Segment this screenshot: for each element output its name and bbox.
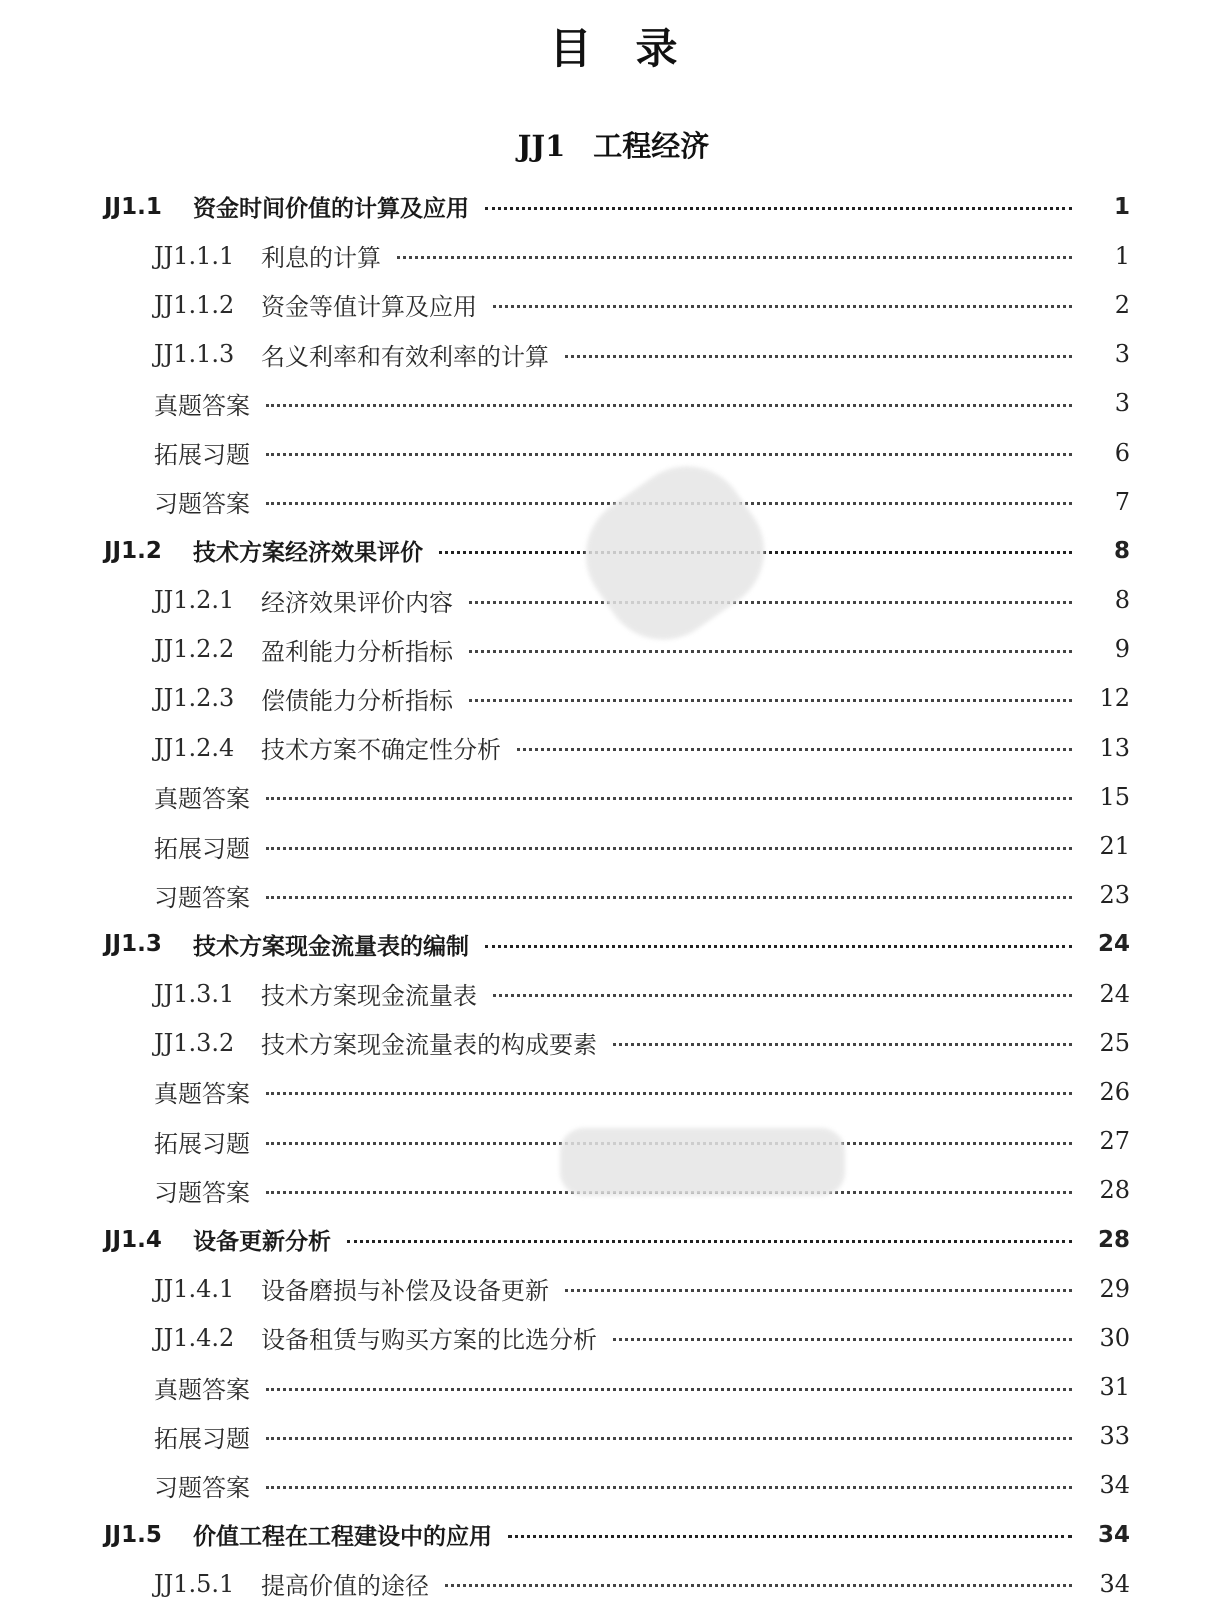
toc-entry-label — [154, 779, 250, 814]
toc-entry-label — [104, 534, 423, 567]
dot-leader — [266, 896, 1072, 899]
dot-leader — [397, 256, 1072, 259]
toc-entry-number: JJ1.5 — [104, 1521, 162, 1548]
toc-entry-title: 利息的计算 — [261, 244, 381, 273]
toc-entry-number: JJ1.1.1 — [154, 241, 235, 270]
dot-leader — [565, 355, 1072, 358]
toc-entry-title: 技术方案现金流量表 — [261, 982, 477, 1011]
toc-entry-title: 价值工程在工程建设中的应用 — [193, 1524, 492, 1551]
toc-entry-label — [154, 337, 549, 372]
toc-entry[interactable] — [0, 772, 1227, 821]
toc-entry-title: 技术方案现金流量表的编制 — [193, 933, 469, 960]
part-heading — [0, 124, 1227, 165]
toc-entry-title: 真题答案 — [154, 391, 250, 420]
toc-entry-page: 24 — [1097, 931, 1130, 958]
toc-entry-label — [154, 435, 250, 470]
toc-entry-number: JJ1.1.3 — [154, 340, 235, 369]
dot-leader — [493, 305, 1072, 308]
toc-entry[interactable] — [0, 969, 1227, 1018]
toc-entry[interactable] — [0, 379, 1227, 428]
toc-entry-title: 技术方案不确定性分析 — [261, 736, 501, 765]
dot-leader — [493, 994, 1072, 997]
dot-leader — [266, 1092, 1072, 1095]
dot-leader — [469, 699, 1072, 702]
toc-entry-page: 3 — [1114, 340, 1130, 369]
toc-entry-title: 设备更新分析 — [193, 1229, 331, 1256]
toc-entry-page: 7 — [1114, 487, 1130, 516]
toc-entry-page: 34 — [1097, 1521, 1130, 1548]
toc-entry[interactable] — [0, 920, 1227, 969]
toc-entry-label — [154, 238, 381, 273]
toc-entry-label — [104, 928, 469, 961]
toc-entry-title: 技术方案现金流量表的构成要素 — [261, 1031, 597, 1060]
toc-entry-label — [104, 190, 469, 223]
dot-leader — [508, 1535, 1072, 1538]
dot-leader — [445, 1584, 1072, 1587]
toc-entry-label — [104, 1518, 492, 1551]
toc-entry-label — [154, 287, 477, 322]
toc-entry-page: 25 — [1099, 1028, 1130, 1057]
dot-leader — [266, 797, 1072, 800]
toc-entry-page: 8 — [1114, 586, 1130, 615]
toc-entry-label — [154, 386, 250, 421]
toc-entry-number: JJ1.2.2 — [154, 635, 235, 664]
toc-entry-page: 1 — [1114, 241, 1130, 270]
toc-entry-label — [154, 1173, 250, 1208]
toc-entry-page: 6 — [1114, 438, 1130, 467]
toc-entry[interactable] — [0, 821, 1227, 870]
toc-entry-page: 2 — [1114, 290, 1130, 319]
toc-entry[interactable] — [0, 1461, 1227, 1510]
toc-entry-title: 资金时间价值的计算及应用 — [193, 196, 469, 223]
toc-entry[interactable] — [0, 1510, 1227, 1559]
toc-entry-number: JJ1.3 — [104, 931, 162, 958]
toc-entry-number: JJ1.1 — [104, 193, 162, 220]
toc-entry-title: 资金等值计算及应用 — [261, 293, 477, 322]
toc-entry-label — [104, 1223, 331, 1256]
toc-entry-title: 设备租赁与购买方案的比选分析 — [261, 1326, 597, 1355]
toc-entry-label — [154, 1074, 250, 1109]
toc-entry-label — [154, 681, 453, 716]
toc-entry-page: 12 — [1099, 684, 1130, 713]
toc-entry-page: 9 — [1114, 635, 1130, 664]
toc-entry-title: 技术方案经济效果评价 — [193, 540, 423, 567]
part-code: JJ1 — [517, 129, 566, 163]
toc-entry-page: 33 — [1099, 1422, 1130, 1451]
part-name: 工程经济 — [593, 129, 710, 163]
dot-leader — [266, 453, 1072, 456]
dot-leader — [266, 1486, 1072, 1489]
toc-entry-title: 经济效果评价内容 — [261, 588, 453, 617]
toc-entry-title: 提高价值的途径 — [261, 1572, 429, 1601]
toc-entry-page: 30 — [1099, 1323, 1130, 1352]
toc-entry-number: JJ1.4.1 — [154, 1274, 235, 1303]
toc-entry-number: JJ1.2.4 — [154, 733, 235, 762]
toc-entry-title: 名义利率和有效利率的计算 — [261, 342, 549, 371]
toc-entry[interactable] — [0, 330, 1227, 379]
toc-entry-label — [154, 976, 477, 1011]
toc-entry-title: 真题答案 — [154, 1080, 250, 1109]
toc-entry-label — [154, 878, 250, 913]
dot-leader — [266, 847, 1072, 850]
toc-entry-title: 偿债能力分析指标 — [261, 686, 453, 715]
table-of-contents — [0, 182, 1227, 1608]
toc-entry-page: 13 — [1099, 733, 1130, 762]
toc-entry[interactable] — [0, 871, 1227, 920]
toc-entry-number: JJ1.1.2 — [154, 290, 235, 319]
toc-entry-title: 拓展习题 — [154, 834, 250, 863]
toc-entry[interactable] — [0, 1264, 1227, 1313]
toc-entry-page: 31 — [1099, 1373, 1130, 1402]
toc-entry-title: 拓展习题 — [154, 441, 250, 470]
toc-entry-number: JJ1.2.1 — [154, 586, 235, 615]
toc-entry-title: 习题答案 — [154, 490, 250, 519]
redaction-blur-2 — [560, 1128, 845, 1196]
dot-leader — [485, 207, 1072, 210]
toc-entry-title: 真题答案 — [154, 785, 250, 814]
toc-entry[interactable] — [0, 1559, 1227, 1608]
dot-leader — [613, 1043, 1072, 1046]
toc-entry-title: 习题答案 — [154, 1178, 250, 1207]
page-title: 目录 — [549, 24, 722, 73]
dot-leader — [266, 1388, 1072, 1391]
toc-entry-title: 习题答案 — [154, 883, 250, 912]
toc-entry-label — [154, 1320, 597, 1355]
dot-leader — [469, 601, 1072, 604]
toc-entry-page: 28 — [1099, 1176, 1130, 1205]
toc-entry-title: 习题答案 — [154, 1473, 250, 1502]
toc-entry-number: JJ1.3.2 — [154, 1028, 235, 1057]
toc-entry-page: 8 — [1113, 537, 1130, 564]
toc-entry[interactable] — [0, 723, 1227, 772]
toc-entry-label — [154, 829, 250, 864]
dot-leader — [266, 1437, 1072, 1440]
toc-entry-page: 24 — [1099, 979, 1130, 1008]
toc-entry-label — [154, 484, 250, 519]
toc-entry[interactable] — [0, 280, 1227, 329]
toc-entry[interactable] — [0, 674, 1227, 723]
toc-entry[interactable] — [0, 1412, 1227, 1461]
toc-entry-page: 1 — [1113, 193, 1130, 220]
dot-leader — [485, 945, 1072, 948]
toc-entry-page: 34 — [1099, 1569, 1130, 1598]
toc-entry-page: 21 — [1099, 832, 1130, 861]
toc-entry-number: JJ1.4 — [104, 1226, 162, 1253]
toc-entry-page: 29 — [1099, 1274, 1130, 1303]
toc-entry[interactable] — [0, 1215, 1227, 1264]
toc-entry-page: 3 — [1114, 389, 1130, 418]
dot-leader — [613, 1338, 1072, 1341]
toc-entry-label — [154, 1566, 429, 1601]
toc-entry[interactable] — [0, 1018, 1227, 1067]
toc-entry[interactable] — [0, 1067, 1227, 1116]
toc-entry-number: JJ1.2 — [104, 537, 162, 564]
toc-entry-title: 拓展习题 — [154, 1424, 250, 1453]
toc-entry-title: 设备磨损与补偿及设备更新 — [261, 1277, 549, 1306]
toc-entry-page: 15 — [1099, 782, 1130, 811]
toc-entry[interactable] — [0, 182, 1227, 231]
toc-entry-label — [154, 583, 453, 618]
toc-entry-number: JJ1.3.1 — [154, 979, 235, 1008]
toc-entry-label — [154, 632, 453, 667]
dot-leader — [469, 650, 1072, 653]
toc-entry-number: JJ1.5.1 — [154, 1569, 235, 1598]
toc-entry[interactable] — [0, 428, 1227, 477]
toc-entry-label — [154, 730, 501, 765]
toc-entry-page: 27 — [1099, 1127, 1130, 1156]
toc-entry-title: 盈利能力分析指标 — [261, 637, 453, 666]
toc-entry-label — [154, 1419, 250, 1454]
toc-entry-number: JJ1.2.3 — [154, 684, 235, 713]
toc-entry-page: 26 — [1099, 1077, 1130, 1106]
toc-entry-title: 真题答案 — [154, 1375, 250, 1404]
toc-entry-label — [154, 1124, 250, 1159]
toc-entry-label — [154, 1468, 250, 1503]
toc-entry[interactable] — [0, 625, 1227, 674]
dot-leader — [266, 404, 1072, 407]
toc-entry-label — [154, 1025, 597, 1060]
toc-entry[interactable] — [0, 1313, 1227, 1362]
dot-leader — [565, 1289, 1072, 1292]
toc-entry-page: 28 — [1097, 1226, 1130, 1253]
toc-entry-page: 23 — [1099, 881, 1130, 910]
toc-entry-page: 34 — [1099, 1471, 1130, 1500]
toc-entry[interactable] — [0, 231, 1227, 280]
dot-leader — [347, 1240, 1072, 1243]
toc-entry-label — [154, 1271, 549, 1306]
toc-entry-title: 拓展习题 — [154, 1129, 250, 1158]
dot-leader — [517, 748, 1072, 751]
toc-entry[interactable] — [0, 1363, 1227, 1412]
toc-entry-number: JJ1.4.2 — [154, 1323, 235, 1352]
toc-entry-label — [154, 1370, 250, 1405]
